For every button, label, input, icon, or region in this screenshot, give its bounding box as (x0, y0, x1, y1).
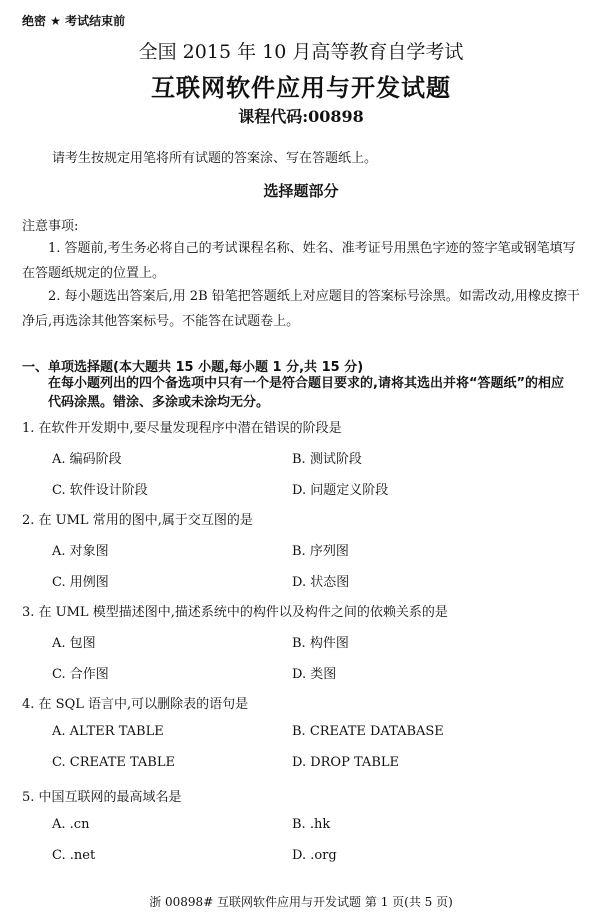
notes-heading: 注意事项: (22, 219, 79, 234)
page-title: 互联网软件应用与开发试题 (151, 73, 451, 102)
answer-instruction: 请考生按规定用笔将所有试题的答案涂、写在答题纸上。 (52, 151, 378, 166)
option-b: B. 构件图 (292, 636, 349, 651)
option-a: A. 对象图 (52, 544, 109, 559)
option-c: C. CREATE TABLE (52, 755, 175, 770)
question-stem: 2. 在 UML 常用的图中,属于交互图的是 (22, 513, 253, 528)
option-d: D. 问题定义阶段 (292, 483, 389, 498)
option-c: C. .net (52, 848, 96, 863)
option-a: A. 编码阶段 (52, 452, 122, 467)
option-b: B. 序列图 (292, 544, 349, 559)
option-d: D. 状态图 (292, 575, 350, 590)
option-d: D. 类图 (292, 667, 337, 682)
part-description: 在每小题列出的四个备选项中只有一个是符合题目要求的,请将其选出并将“答题纸”的相应代码涂黑。错涂、多涂或未涂均无分。 (48, 376, 565, 410)
option-c: C. 合作图 (52, 667, 109, 682)
option-c: C. 用例图 (52, 575, 109, 590)
part-title: 一、单项选择题(本大题共 15 小题,每小题 1 分,共 15 分) (22, 360, 364, 375)
page-footer: 浙 00898# 互联网软件应用与开发试题 第 1 页(共 5 页) (149, 895, 453, 909)
option-b: B. .hk (292, 817, 331, 832)
question-stem: 3. 在 UML 模型描述图中,描述系统中的构件以及构件之间的依赖关系的是 (22, 605, 448, 620)
course-code: 课程代码:00898 (238, 107, 364, 126)
option-b: B. CREATE DATABASE (292, 724, 444, 739)
note-item-1: 1. 答题前,考生务必将自己的考试课程名称、姓名、准考证号用黑色字迹的签字笔或钢笔填写在答题纸规定的位置上。 (22, 241, 576, 281)
option-b: B. 测试阶段 (292, 452, 362, 467)
note-item-2: 2. 每小题选出答案后,用 2B 铅笔把答题纸上对应题目的答案标号涂黑。如需改动,用橡皮擦干净后,再选涂其他答案标号。不能答在试题卷上。 (22, 289, 580, 329)
question-stem: 4. 在 SQL 语言中,可以删除表的语句是 (22, 697, 249, 712)
option-c: C. 软件设计阶段 (52, 483, 148, 498)
question-stem: 5. 中国互联网的最高域名是 (22, 790, 182, 805)
option-d: D. .org (292, 848, 337, 863)
option-d: D. DROP TABLE (292, 755, 399, 770)
question-stem: 1. 在软件开发期中,要尽量发现程序中潜在错误的阶段是 (22, 421, 342, 436)
option-a: A. ALTER TABLE (52, 724, 164, 739)
section-title: 选择题部分 (263, 182, 339, 200)
option-a: A. .cn (52, 817, 90, 832)
exam-session-line: 全国 2015 年 10 月高等教育自学考试 (138, 41, 464, 63)
option-a: A. 包图 (52, 636, 96, 651)
confidential-mark: 绝密 ★ 考试结束前 (22, 14, 126, 28)
